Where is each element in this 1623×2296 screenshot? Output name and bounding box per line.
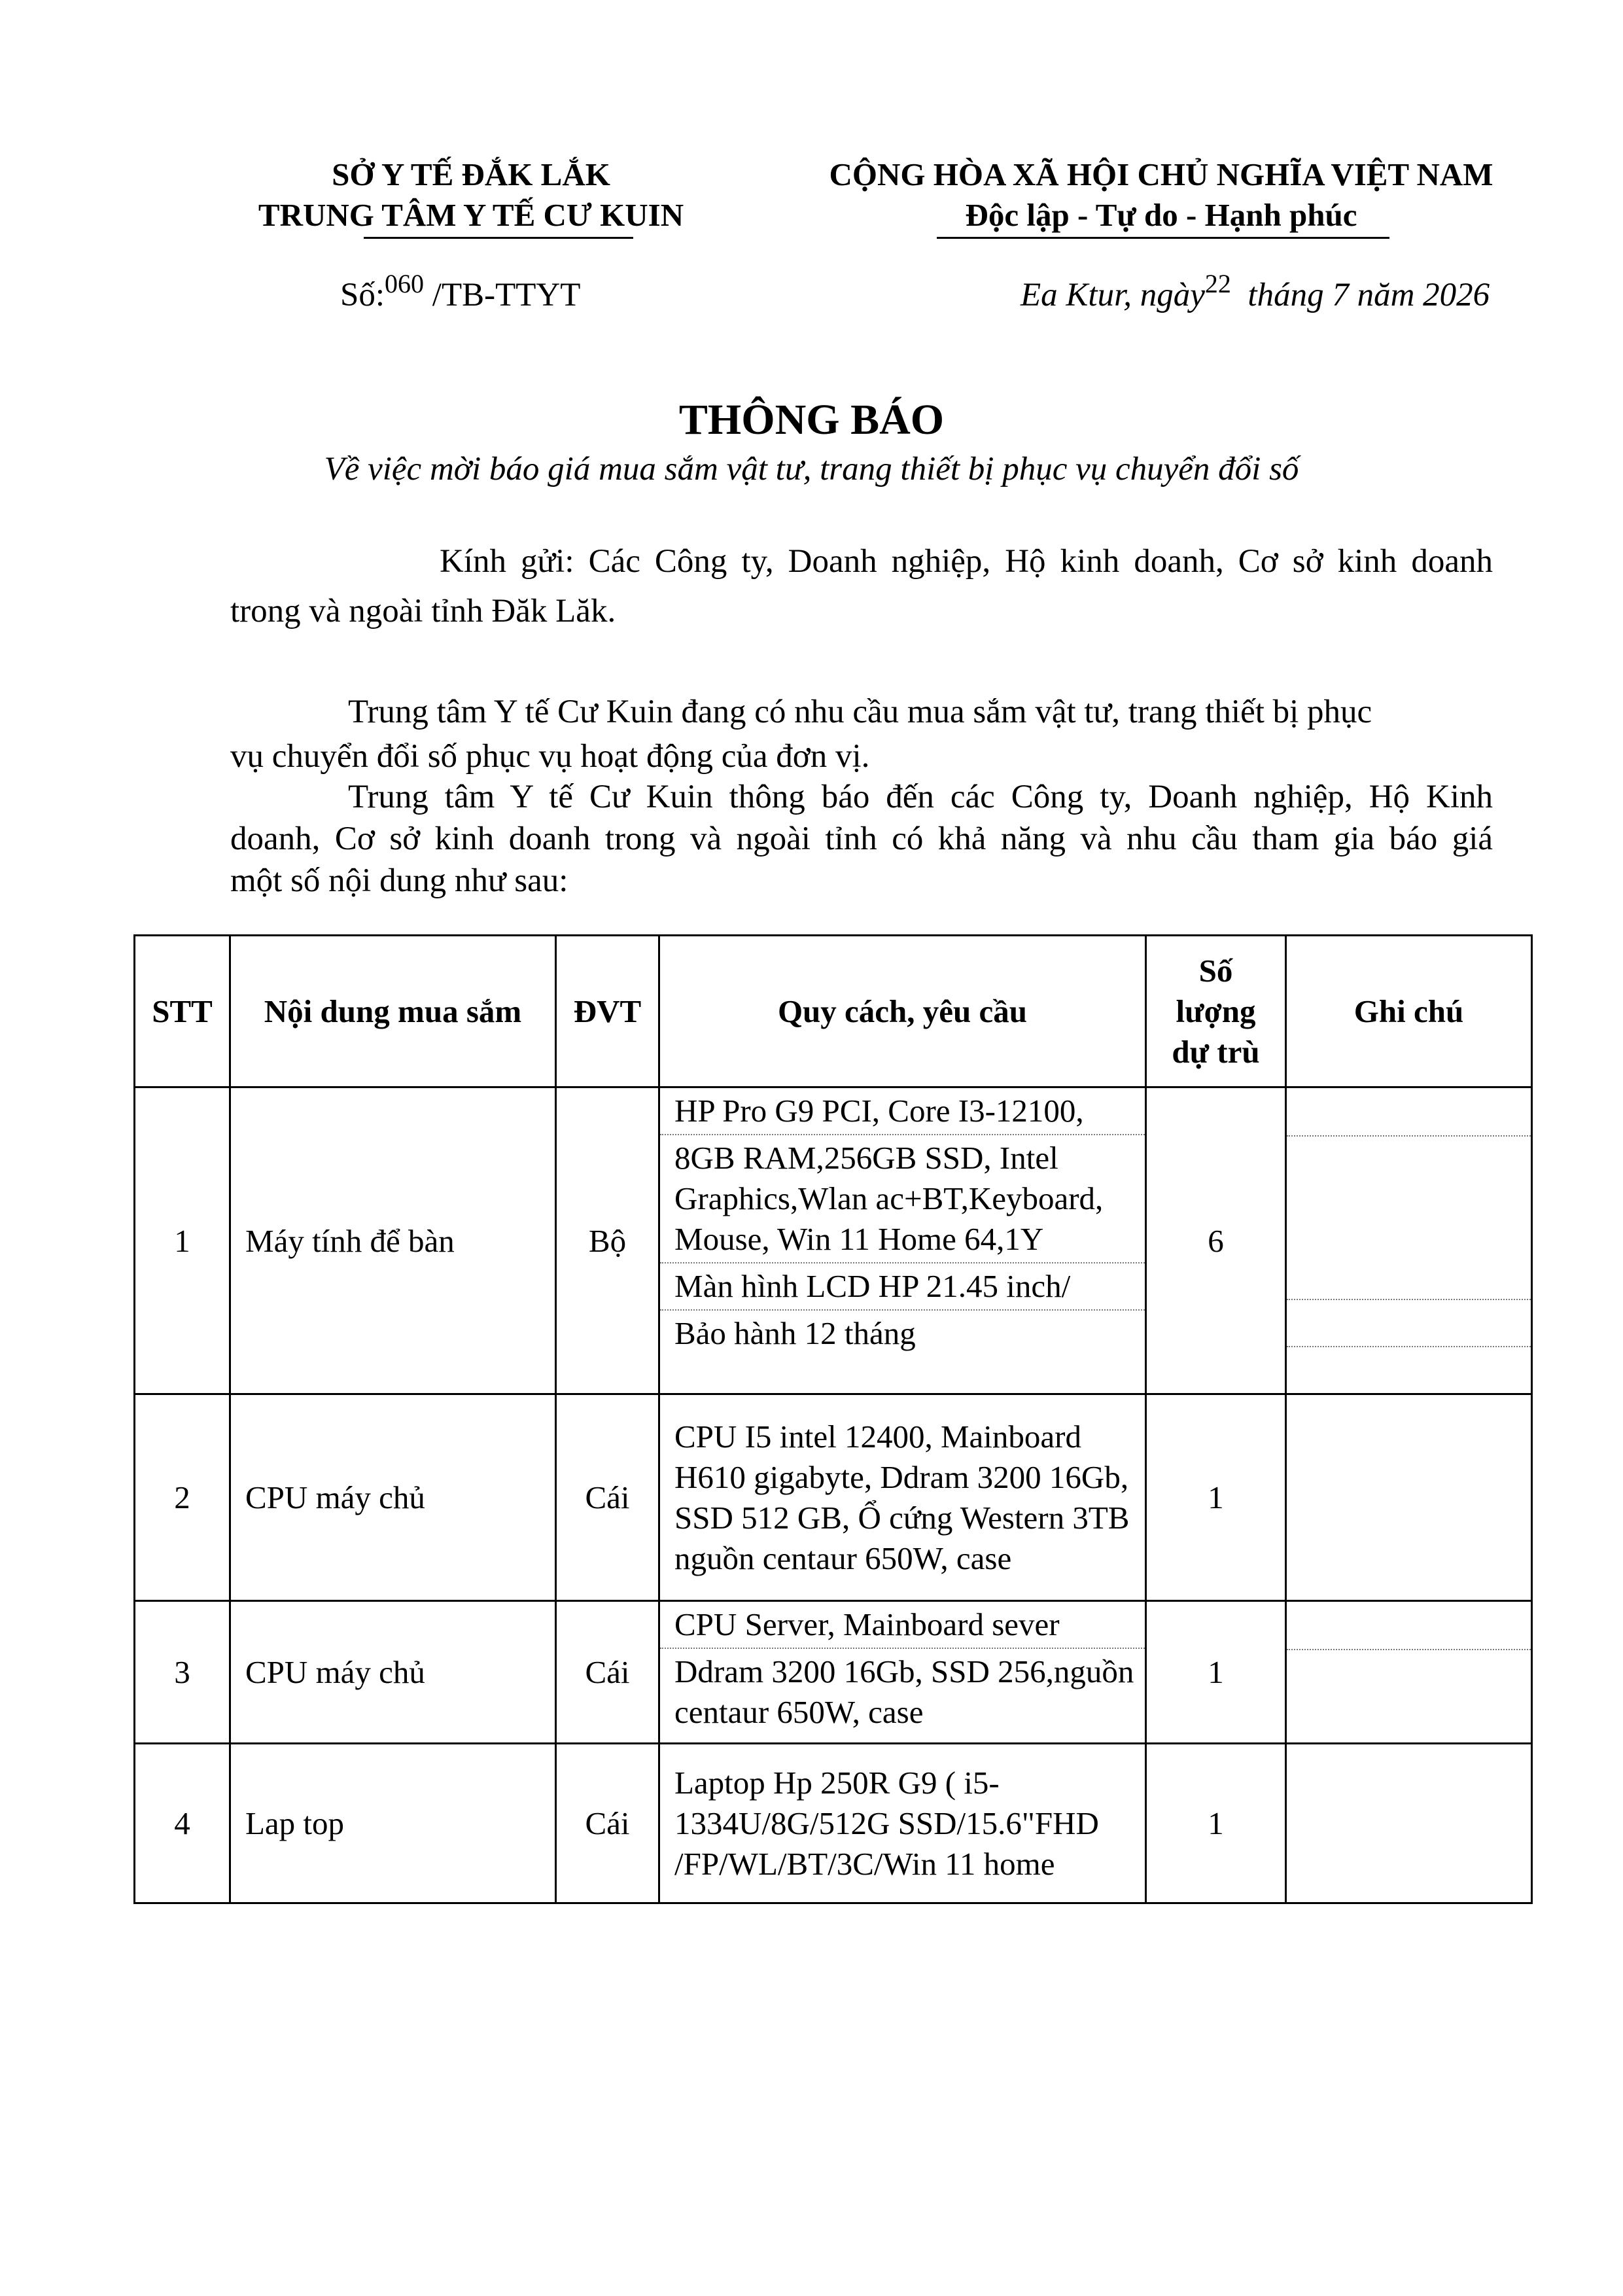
note-sub-cell <box>1287 1137 1531 1300</box>
body-p2-line1: Trung tâm Y tế Cư Kuin thông báo đến các Công ty, Doanh nghiệp, Hộ Kinh <box>348 779 1493 815</box>
place-date-suffix: tháng 7 năm 2026 <box>1248 277 1490 313</box>
spec-line: HP Pro G9 PCI, Core I3-12100, <box>660 1088 1145 1135</box>
document-title: THÔNG BÁO <box>678 396 945 444</box>
row-qty: 1 <box>1146 1601 1286 1744</box>
table-row <box>135 1087 1532 1394</box>
spec-line: 8GB RAM,256GB SSD, Intel Graphics,Wlan ac+BT,Keyboard, Mouse, Win 11 Home 64,1Y <box>660 1135 1145 1263</box>
date-day: 22 <box>1204 269 1231 298</box>
so-number: 060 <box>385 269 425 298</box>
header-qty: Số lượng dự trù <box>1146 936 1286 1087</box>
quote-table <box>133 934 1533 1904</box>
spec-line: Bảo hành 12 tháng <box>674 1315 916 1351</box>
spec-line: CPU Server, Mainboard sever <box>660 1602 1145 1649</box>
recipient-line-2: trong và ngoài tỉnh Đăk Lăk. <box>230 593 616 629</box>
row-unit: Cái <box>556 1744 659 1903</box>
recipient-line-1: Kính gửi: Các Công ty, Doanh nghiệp, Hộ kinh doanh, Cơ sở kinh doanh <box>440 543 1493 580</box>
row-content: CPU máy chủ <box>230 1394 556 1601</box>
row-qty: 1 <box>1146 1394 1286 1601</box>
spec-line: CPU I5 intel 12400, Mainboard H610 gigabyte, Ddram 3200 16Gb, SSD 512 GB, Ổ cứng Western 3TB nguồn centaur 650W, case <box>674 1418 1130 1576</box>
row-note <box>1286 1744 1532 1903</box>
row-content: Lap top <box>230 1744 556 1903</box>
spec-line: Ddram 3200 16Gb, SSD 256,nguồn centaur 650W, case <box>674 1653 1134 1730</box>
row-note <box>1286 1394 1532 1601</box>
body-p2-line3: một số nội dung như sau: <box>230 862 568 899</box>
body-p1-line1: Trung tâm Y tế Cư Kuin đang có nhu cầu mua sắm vật tư, trang thiết bị phục <box>348 694 1372 730</box>
org-name: TRUNG TÂM Y TẾ CƯ KUIN <box>258 197 684 233</box>
table-row <box>135 1601 1532 1744</box>
nation-motto: Độc lập - Tự do - Hạnh phúc <box>965 197 1357 233</box>
row-spec <box>659 1394 1146 1601</box>
spec-line: Màn hình LCD HP 21.45 inch/ <box>660 1263 1145 1311</box>
row-stt: 1 <box>135 1087 230 1394</box>
row-note <box>1286 1601 1532 1744</box>
header-spec: Quy cách, yêu cầu <box>659 936 1146 1087</box>
so-suffix: /TB-TTYT <box>432 277 581 313</box>
spec-line: Laptop Hp 250R G9 ( i5-1334U/8G/512G SSD/15.6"FHD /FP/WL/BT/3C/Win 11 home <box>674 1764 1099 1882</box>
row-qty: 6 <box>1146 1087 1286 1394</box>
row-stt: 2 <box>135 1394 230 1601</box>
table-row <box>135 1744 1532 1903</box>
nation-name: CỘNG HÒA XÃ HỘI CHỦ NGHĨA VIỆT NAM <box>829 156 1493 192</box>
header-content: Nội dung mua sắm <box>230 936 556 1087</box>
body-p2-line2: doanh, Cơ sở kinh doanh trong và ngoài tỉnh có khả năng và nhu cầu tham gia báo giá <box>230 821 1493 857</box>
row-spec <box>659 1601 1146 1744</box>
row-spec <box>659 1744 1146 1903</box>
header-stt: STT <box>135 936 230 1087</box>
org-parent-name: SỞ Y TẾ ĐẮK LẮK <box>332 156 610 192</box>
row-unit: Cái <box>556 1394 659 1601</box>
note-sub-cell <box>1287 1088 1531 1137</box>
note-sub-cell <box>1287 1300 1531 1347</box>
place-date <box>1021 269 1490 317</box>
body-p1-line2: vụ chuyển đổi số phục vụ hoạt động của đơn vị. <box>230 738 870 775</box>
place-date-prefix: Ea Ktur, ngày <box>1021 277 1205 313</box>
row-spec <box>659 1087 1146 1394</box>
org-underline <box>364 237 633 239</box>
document-number <box>340 269 581 317</box>
row-note <box>1286 1087 1532 1394</box>
row-stt: 4 <box>135 1744 230 1903</box>
row-content: CPU máy chủ <box>230 1601 556 1744</box>
motto-underline <box>937 237 1389 239</box>
header-note: Ghi chú <box>1286 936 1532 1087</box>
note-sub-cell <box>1287 1602 1531 1650</box>
table-row <box>135 1394 1532 1601</box>
so-label: Số: <box>340 277 385 313</box>
row-qty: 1 <box>1146 1744 1286 1903</box>
note-sub-cell <box>1287 1347 1531 1393</box>
document-subtitle: Về việc mời báo giá mua sắm vật tư, trang thiết bị phục vụ chuyển đổi số <box>324 451 1299 487</box>
row-unit: Cái <box>556 1601 659 1744</box>
row-unit: Bộ <box>556 1087 659 1394</box>
row-content: Máy tính để bàn <box>230 1087 556 1394</box>
note-sub-cell <box>1287 1650 1531 1742</box>
table-header-row <box>135 936 1532 1087</box>
header-unit: ĐVT <box>556 936 659 1087</box>
row-stt: 3 <box>135 1601 230 1744</box>
